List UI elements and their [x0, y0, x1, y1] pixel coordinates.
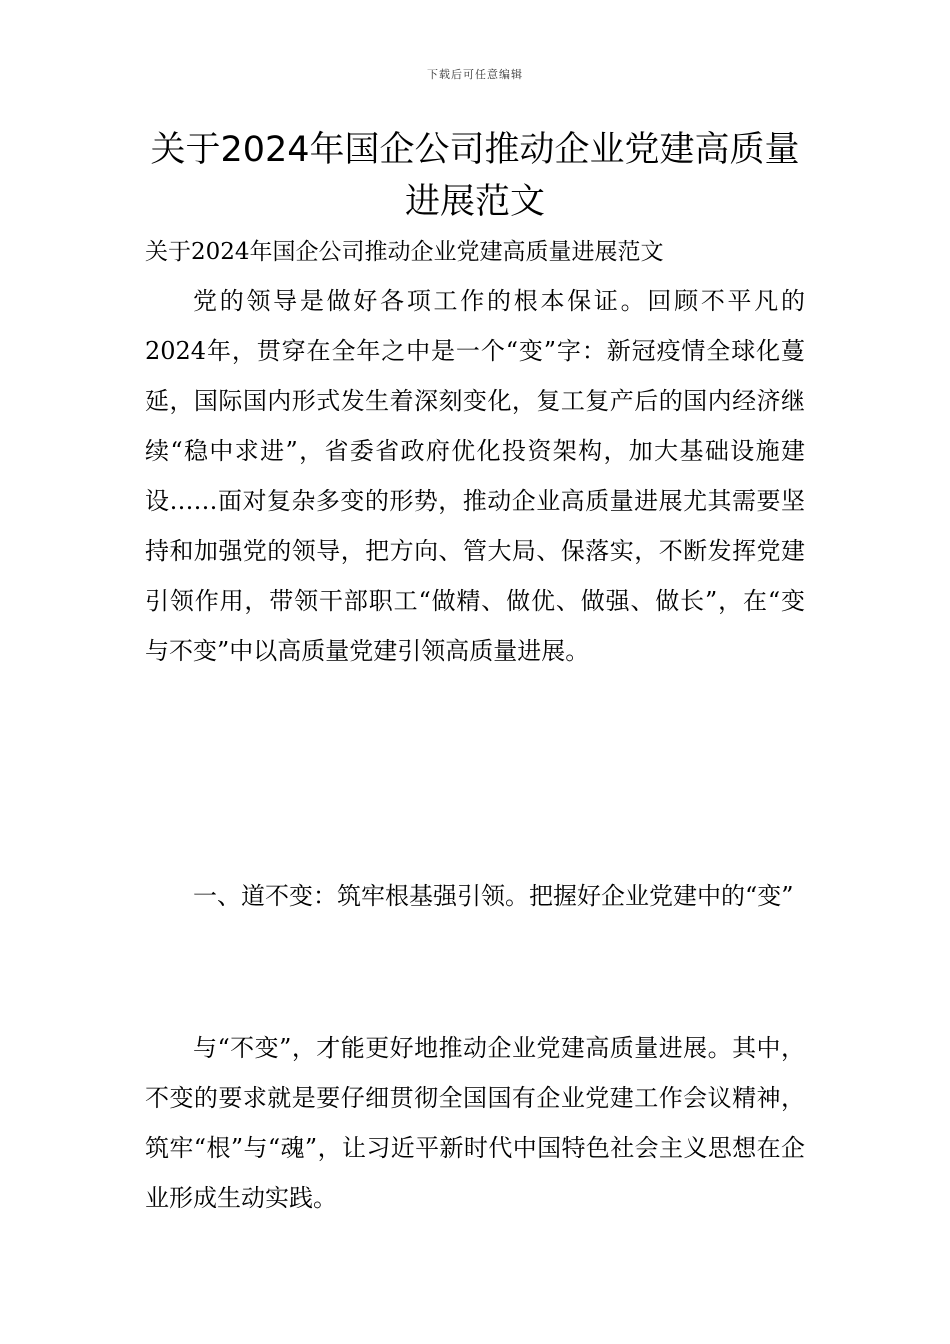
section-heading-1: 一、道不变：筑牢根基强引领。把握好企业党建中的“变”	[193, 882, 794, 910]
paragraph-intro: 党的领导是做好各项工作的根本保证。回顾不平凡的2024年，贯穿在全年之中是一个“变”字：新冠疫情全球化蔓延，国际国内形式发生着深刻变化，复工复产后的国内经济继续“稳中求进”，省委省政府优化投资架构，加大基础设施建设……面对复杂多变的形势，推动企业高质量进展尤其需要坚持和加强党的领导，把方向、管大局、保落实，不断发挥党建引领作用，带领干部职工“做精、做优、做强、做长”，在“变与不变”中以高质量党建引领高质量进展。	[145, 287, 805, 665]
header-note: 下载后可任意编辑	[427, 68, 523, 81]
document-title: 关于2024年国企公司推动企业党建高质量进展范文	[150, 130, 800, 222]
paragraph-section-1: 与“不变”，才能更好地推动企业党建高质量进展。其中，不变的要求就是要仔细贯彻全国国有企业党建工作会议精神，筑牢“根”与“魂”，让习近平新时代中国特色社会主义思想在企业形成生动实践。	[145, 1034, 805, 1212]
document-subtitle: 关于2024年国企公司推动企业党建高质量进展范文	[145, 239, 664, 265]
